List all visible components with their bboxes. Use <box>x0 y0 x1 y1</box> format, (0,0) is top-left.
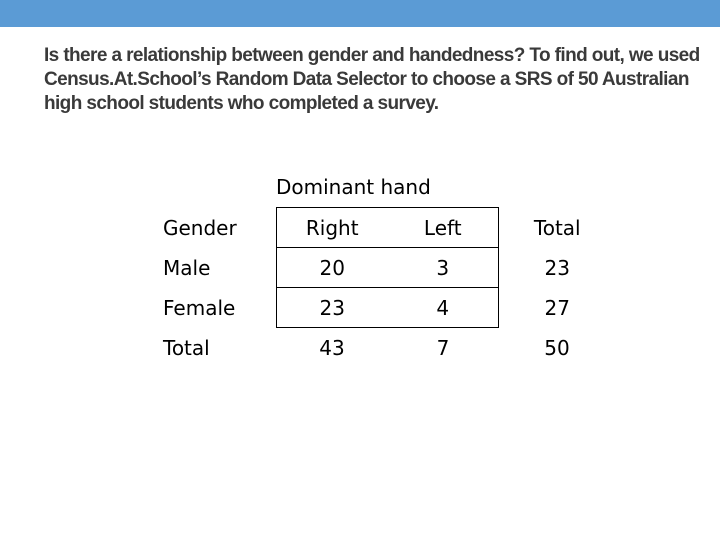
column-total: 7 <box>436 335 450 360</box>
row-label: Male <box>163 255 211 280</box>
header-left: Left <box>388 208 498 248</box>
top-accent-band <box>0 0 720 27</box>
table-row <box>158 288 616 328</box>
table-row <box>158 328 616 368</box>
table-row <box>158 248 616 288</box>
table-header-row <box>158 208 616 248</box>
table-cell: 3 <box>388 248 498 288</box>
table-cell: 20 <box>276 248 388 288</box>
row-total: 23 <box>544 255 570 280</box>
row-label: Total <box>163 335 210 360</box>
header-right: Right <box>276 208 388 248</box>
row-label: Female <box>163 295 236 320</box>
header-total: Total <box>533 215 581 240</box>
table-cell: 4 <box>388 288 498 328</box>
table-cell: 23 <box>276 288 388 328</box>
row-total: 27 <box>544 295 570 320</box>
grand-total: 50 <box>544 335 570 360</box>
question-text: Is there a relationship between gender and handedness? To find out, we used Census.At.School’s Random Data Selector to choose a SRS of 50 Australian high school students who completed a survey. <box>44 45 700 114</box>
column-total: 43 <box>319 335 345 360</box>
table-caption: Dominant hand <box>276 175 431 199</box>
two-way-table <box>158 207 616 368</box>
header-gender: Gender <box>163 215 237 240</box>
